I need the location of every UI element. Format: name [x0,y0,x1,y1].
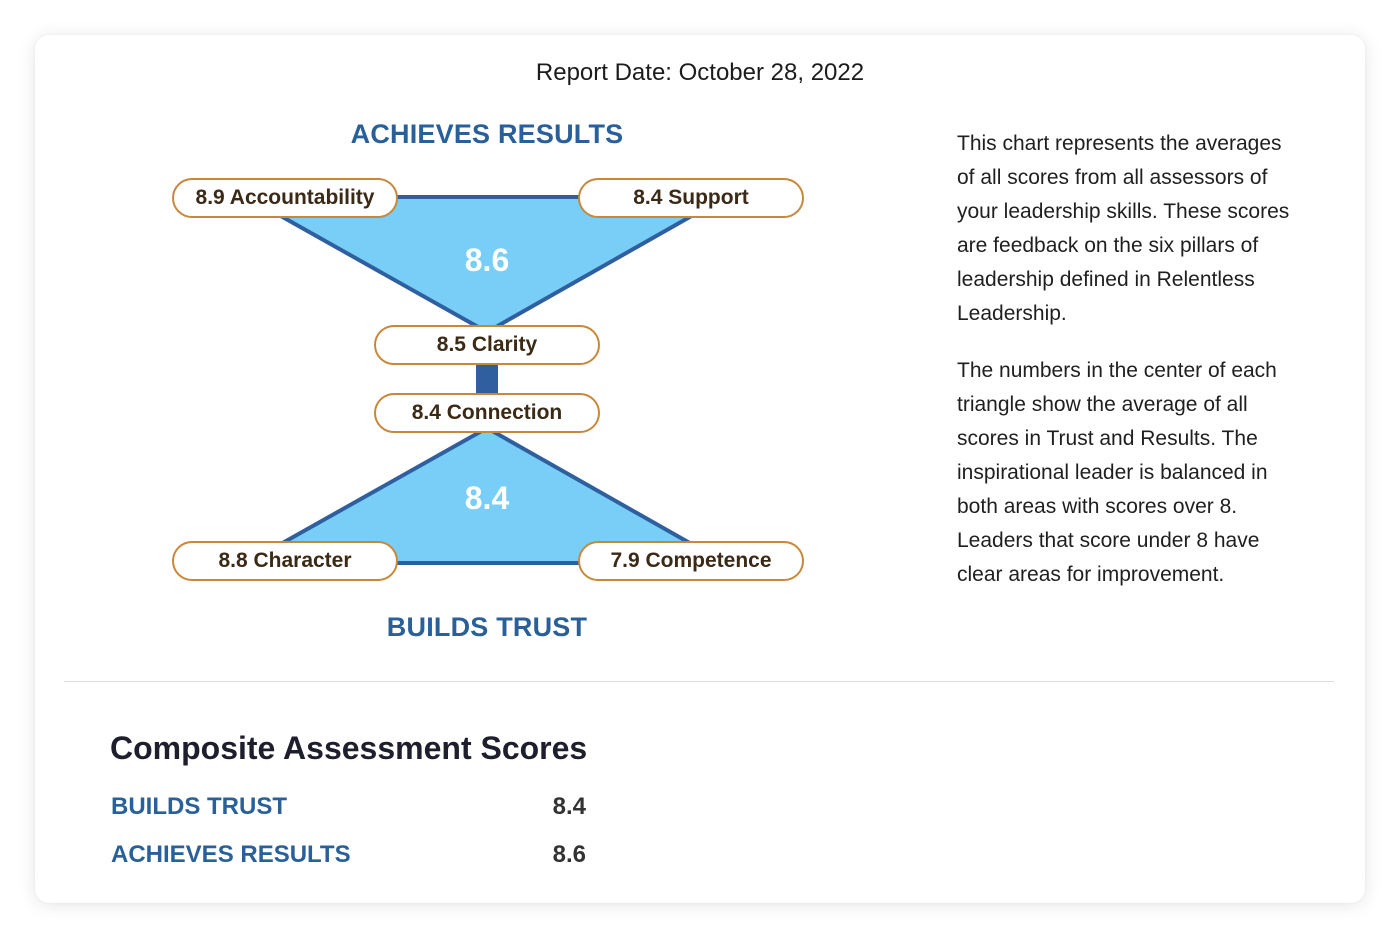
leadership-diagram [35,35,935,675]
composite-row-builds-trust [111,793,586,827]
achieves-results-label: ACHIEVES RESULTS [350,119,624,149]
pill-character: 8.8 Character [172,541,398,581]
composite-scores-title: Composite Assessment Scores [110,730,588,766]
composite-label: ACHIEVES RESULTS [111,841,351,868]
description-paragraph-1: This chart represents the averages of all scores from all assessors of your leadership skills. These scores are feedback on the six pillars of leadership defined in Relentless Leadership. [957,132,1290,325]
chart-description [957,127,1302,615]
composite-row-achieves-results [111,841,586,875]
connector-bar [476,365,498,395]
builds-trust-label: BUILDS TRUST [386,612,588,642]
section-divider [64,681,1334,682]
pill-accountability: 8.9 Accountability [172,178,398,218]
pill-support: 8.4 Support [578,178,804,218]
pill-clarity: 8.5 Clarity [374,325,600,365]
composite-label: BUILDS TRUST [111,793,287,820]
description-paragraph-2: The numbers in the center of each triangle show the average of all scores in Trust and Results. The inspirational leader is balanced in both areas with scores over 8. Leaders that score under 8 have clear areas for improvement. [957,359,1277,586]
composite-value: 8.6 [552,841,586,868]
pill-connection: 8.4 Connection [374,393,600,433]
trust-average: 8.4 [464,480,510,516]
results-average: 8.6 [464,242,510,278]
report-date: Report Date: October 28, 2022 [535,59,865,86]
pill-competence: 7.9 Competence [578,541,804,581]
composite-value: 8.4 [552,793,586,820]
report-card [35,35,1365,903]
